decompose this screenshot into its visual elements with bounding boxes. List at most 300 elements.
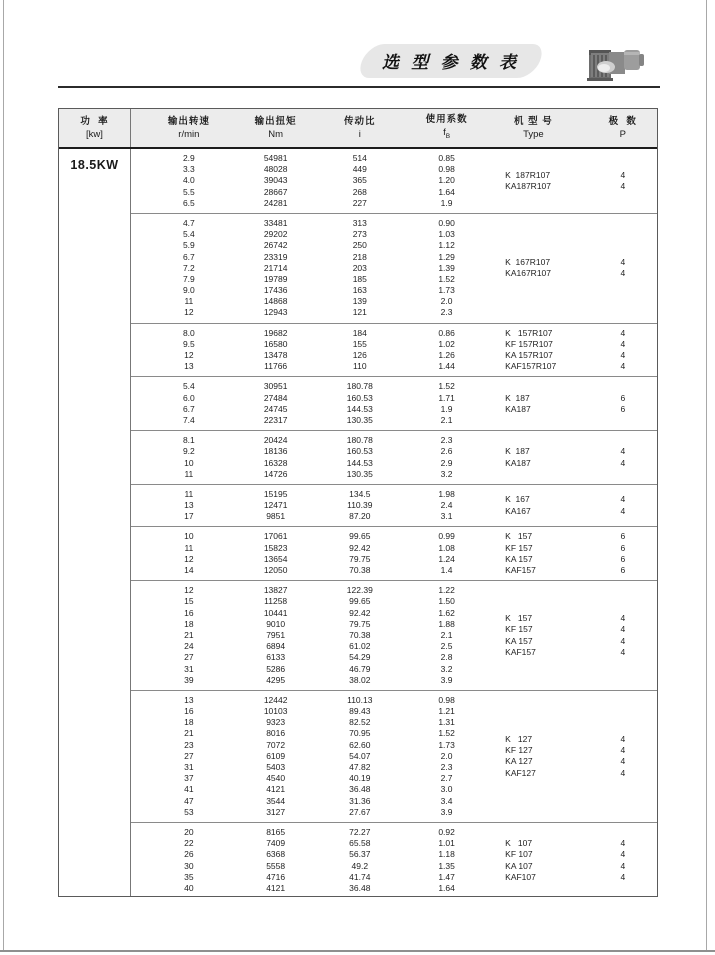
poles-value: 6	[620, 542, 626, 553]
poles-value: 4	[620, 505, 626, 516]
speed-value: 12	[184, 585, 194, 596]
table-group-9	[131, 690, 657, 822]
factor-value: 1.44	[438, 361, 455, 372]
factor-value: 1.52	[438, 728, 455, 739]
torque-value: 12471	[263, 500, 288, 511]
factor-value: 3.0	[440, 784, 453, 795]
poles-value: 6	[620, 565, 626, 575]
torque-value: 6368	[266, 849, 286, 860]
header-power-unit: [kw]	[86, 129, 103, 140]
factor-value: 1.29	[438, 251, 455, 262]
speed-value: 23	[184, 739, 194, 750]
factor-value: 2.3	[440, 307, 453, 318]
type-block	[478, 324, 657, 377]
ratio-value: 160.53	[346, 446, 373, 457]
type-row	[478, 613, 657, 624]
torque-value: 10441	[263, 607, 288, 618]
factor-value: 0.90	[438, 217, 455, 228]
ratio-value: 62.60	[349, 739, 371, 750]
model-type: KA 157	[505, 553, 533, 564]
factor-value: 2.8	[440, 652, 453, 663]
model-type: KAF157	[505, 646, 536, 657]
speed-value: 12	[184, 553, 194, 564]
factor-value: 3.2	[440, 663, 453, 674]
speed-value: 13	[184, 361, 194, 372]
torque-value: 3127	[266, 806, 286, 817]
torque-value: 22317	[263, 414, 288, 425]
type-row	[478, 339, 657, 350]
ratio-value: 250	[352, 240, 367, 251]
model-type: KAF107	[505, 871, 536, 882]
speed-value: 27	[184, 750, 194, 761]
model-type: KA 157R107	[505, 350, 553, 360]
type-row	[478, 393, 657, 404]
torque-value: 17061	[263, 531, 288, 542]
torque-value: 29202	[263, 229, 288, 240]
speed-value: 6.7	[182, 403, 195, 414]
speed-value: 37	[184, 773, 194, 784]
torque-value: 16580	[263, 338, 288, 349]
poles-value: 6	[620, 553, 626, 564]
model-type: K 127	[505, 734, 533, 745]
torque-value: 28667	[263, 186, 288, 197]
torque-value: 12050	[263, 565, 288, 575]
model-type: K 167	[505, 494, 530, 505]
type-block	[478, 214, 657, 323]
page-border-bottom	[0, 950, 715, 952]
ratio-value: 514	[352, 153, 367, 163]
factor-value: 2.9	[440, 457, 453, 468]
torque-value: 15195	[263, 488, 288, 499]
speed-value: 21	[184, 629, 194, 640]
torque-value: 48028	[263, 164, 288, 175]
torque-value: 27484	[263, 392, 288, 403]
poles-value: 4	[620, 169, 626, 180]
header-power	[59, 109, 131, 147]
speed-value: 11	[184, 542, 194, 553]
ratio-value: 79.75	[349, 553, 371, 564]
ratio-value: 134.5	[349, 488, 371, 499]
torque-value: 7409	[266, 838, 286, 849]
header-speed: 输出转速 r/min	[167, 116, 210, 140]
page-title: 选 型 参 数 表	[382, 53, 520, 72]
speed-value: 5.5	[182, 186, 195, 197]
ratio-value: 180.78	[346, 381, 373, 392]
factor-value: 2.7	[440, 773, 453, 784]
type-row	[478, 624, 657, 635]
torque-value: 24745	[263, 403, 288, 414]
torque-value: 6894	[266, 641, 286, 652]
torque-value: 16328	[263, 457, 288, 468]
torque-value: 19789	[263, 273, 288, 284]
torque-value: 8016	[266, 728, 286, 739]
type-row	[478, 494, 657, 505]
ratio-value: 227	[352, 197, 367, 208]
torque-value: 17436	[263, 285, 288, 296]
ratio-value: 49.2	[351, 860, 369, 871]
ratio-value: 47.82	[349, 762, 371, 772]
header-type: 机 型 号 Type	[513, 116, 553, 140]
model-type: K 187R107	[505, 169, 551, 180]
header-poles: 极 数 P	[608, 116, 637, 140]
speed-value: 13	[184, 500, 194, 511]
table-group-2	[131, 213, 657, 323]
type-block	[478, 149, 657, 213]
torque-value: 13827	[263, 585, 288, 596]
ratio-value: 54.29	[349, 652, 371, 663]
ratio-value: 160.53	[346, 392, 373, 403]
factor-value: 1.88	[438, 618, 455, 629]
factor-value: 3.9	[440, 806, 453, 817]
speed-value: 20	[184, 826, 194, 837]
speed-value: 10	[184, 531, 194, 542]
speed-value: 8.0	[182, 327, 195, 338]
torque-value: 5286	[266, 663, 286, 674]
type-row	[478, 872, 657, 883]
type-row	[478, 531, 657, 542]
header-service-factor: 使用系数 $f_B$	[425, 114, 468, 140]
torque-value: 4295	[266, 674, 286, 685]
speed-value: 7.2	[182, 262, 195, 273]
torque-value: 10103	[263, 706, 288, 717]
torque-value: 4716	[266, 871, 286, 882]
factor-value: 1.64	[438, 882, 455, 893]
model-type: KAF157	[505, 565, 536, 575]
factor-value: 0.92	[438, 826, 455, 837]
factor-value: 2.4	[440, 500, 453, 511]
type-row	[478, 446, 657, 457]
factor-value: 3.2	[440, 468, 453, 479]
torque-value: 24281	[263, 197, 288, 208]
table-group-7	[131, 526, 657, 580]
model-type: K 187	[505, 446, 530, 457]
type-row	[478, 268, 657, 279]
speed-value: 4.0	[182, 175, 195, 186]
speed-value: 7.4	[182, 414, 195, 425]
poles-value: 6	[620, 403, 626, 414]
torque-value: 9323	[266, 717, 286, 728]
torque-value: 14868	[263, 296, 288, 307]
torque-value: 11258	[264, 596, 288, 607]
factor-value: 0.98	[438, 164, 455, 175]
torque-value: 9010	[266, 618, 286, 629]
ratio-value: 31.36	[349, 795, 371, 806]
factor-value: 1.20	[438, 175, 455, 186]
type-row	[478, 404, 657, 415]
poles-value: 4	[620, 350, 626, 360]
ratio-value: 365	[352, 175, 367, 186]
torque-value: 4540	[266, 773, 286, 784]
power-value: 18.5KW	[70, 158, 119, 172]
ratio-value: 313	[352, 217, 367, 228]
poles-value: 6	[620, 392, 626, 403]
poles-value: 4	[620, 756, 626, 767]
type-row	[478, 861, 657, 872]
factor-value: 0.98	[438, 694, 455, 705]
model-type: KA 127	[505, 756, 533, 767]
speed-value: 10	[184, 457, 194, 468]
speed-value: 2.9	[182, 153, 195, 163]
type-row	[478, 543, 657, 554]
page-border-left	[3, 0, 4, 951]
ratio-value: 155	[352, 338, 367, 349]
speed-value: 3.3	[182, 164, 195, 175]
speed-value: 18	[184, 717, 194, 728]
factor-value: 2.3	[440, 435, 453, 446]
model-type: KA167	[505, 505, 531, 516]
type-block	[478, 431, 657, 484]
model-type: KA 157	[505, 635, 533, 646]
torque-value: 54981	[263, 153, 288, 163]
poles-value: 4	[620, 734, 626, 745]
model-type: KAF157R107	[505, 361, 557, 372]
ratio-value: 46.79	[349, 663, 371, 674]
torque-value: 23319	[263, 251, 288, 262]
table-group-4	[131, 376, 657, 430]
speed-value: 4.7	[182, 217, 195, 228]
factor-value: 1.98	[438, 488, 455, 499]
torque-value: 13478	[263, 350, 288, 360]
poles-value: 4	[620, 871, 626, 882]
poles-value: 4	[620, 338, 626, 349]
factor-value: 1.02	[438, 338, 455, 349]
ratio-value: 218	[352, 251, 367, 262]
table-group-1	[131, 149, 657, 213]
type-row	[478, 506, 657, 517]
poles-value: 4	[620, 767, 626, 778]
factor-value: 1.4	[440, 565, 453, 575]
page-border-right	[706, 0, 707, 951]
ratio-value: 163	[352, 285, 367, 296]
factor-value: 3.4	[440, 795, 453, 806]
model-type: K 157	[505, 613, 533, 624]
header-ratio: 传动比 i	[344, 116, 376, 140]
speed-value: 9.0	[182, 285, 195, 296]
ratio-value: 89.43	[349, 706, 371, 717]
ratio-value: 87.20	[349, 511, 371, 522]
table-group-8	[131, 580, 657, 690]
poles-value: 4	[620, 361, 626, 372]
ratio-value: 203	[352, 262, 367, 273]
speed-value: 12	[184, 350, 194, 360]
ratio-value: 70.38	[349, 565, 371, 575]
factor-value: 2.1	[440, 629, 453, 640]
table-group-3	[131, 323, 657, 377]
power-column	[59, 149, 131, 896]
factor-value: 1.03	[438, 229, 455, 240]
factor-value: 1.01	[438, 838, 455, 849]
ratio-value: 130.35	[346, 468, 373, 479]
speed-value: 40	[184, 882, 194, 893]
speed-value: 41	[184, 784, 194, 795]
speed-value: 31	[184, 663, 194, 674]
type-row	[478, 838, 657, 849]
poles-value: 4	[620, 268, 626, 279]
model-type: KAF127	[505, 767, 536, 778]
speed-value: 15	[184, 596, 194, 607]
ratio-value: 449	[352, 164, 367, 175]
type-row	[478, 350, 657, 361]
speed-value: 6.0	[182, 392, 195, 403]
ratio-value: 144.53	[346, 403, 373, 414]
table-group-5	[131, 430, 657, 484]
torque-value: 4121	[266, 784, 286, 795]
speed-value: 26	[184, 849, 194, 860]
speed-value: 6.5	[182, 197, 195, 208]
ratio-value: 40.19	[349, 773, 371, 784]
type-row	[478, 734, 657, 745]
model-type: KA167R107	[505, 268, 551, 279]
ratio-value: 41.74	[349, 871, 371, 882]
factor-value: 0.85	[438, 153, 455, 163]
factor-value: 1.31	[438, 717, 455, 728]
ratio-value: 92.42	[349, 607, 371, 618]
torque-value: 7951	[266, 629, 286, 640]
type-row	[478, 849, 657, 860]
ratio-value: 36.48	[349, 882, 371, 893]
ratio-value: 38.02	[349, 674, 371, 685]
poles-value: 4	[620, 180, 626, 191]
factor-value: 1.71	[438, 392, 455, 403]
ratio-value: 130.35	[346, 414, 373, 425]
type-row	[478, 458, 657, 469]
poles-value: 4	[620, 257, 626, 268]
table-groups	[131, 149, 657, 896]
torque-value: 14726	[263, 468, 288, 479]
factor-value: 2.0	[440, 296, 453, 307]
ratio-value: 27.67	[349, 806, 371, 817]
table-header	[59, 109, 657, 149]
type-row	[478, 328, 657, 339]
ratio-value: 110.13	[347, 694, 373, 705]
ratio-value: 36.48	[349, 784, 371, 795]
model-type: KF 157R107	[505, 338, 553, 349]
speed-value: 9.2	[182, 446, 195, 457]
poles-value: 4	[620, 457, 626, 468]
torque-value: 30951	[263, 381, 288, 392]
factor-value: 3.9	[440, 674, 453, 685]
torque-value: 12943	[263, 307, 288, 318]
factor-value: 2.5	[440, 641, 453, 652]
factor-value: 1.73	[438, 739, 455, 750]
speed-value: 31	[184, 762, 194, 772]
factor-value: 3.1	[440, 511, 453, 522]
speed-value: 39	[184, 674, 194, 685]
model-type: K 107	[505, 838, 533, 849]
speed-value: 47	[184, 795, 194, 806]
speed-value: 14	[184, 565, 194, 575]
ratio-value: 110.39	[347, 500, 373, 511]
ratio-value: 139	[352, 296, 367, 307]
factor-value: 1.50	[438, 596, 455, 607]
type-row	[478, 170, 657, 181]
ratio-value: 61.02	[349, 641, 371, 652]
speed-value: 11	[184, 488, 194, 499]
speed-value: 6.7	[182, 251, 195, 262]
ratio-value: 65.58	[349, 838, 371, 849]
model-type: KA187R107	[505, 180, 551, 191]
speed-value: 18	[184, 618, 194, 629]
factor-value: 1.52	[438, 381, 455, 392]
type-block	[478, 485, 657, 527]
ratio-value: 54.07	[349, 750, 371, 761]
ratio-value: 79.75	[349, 618, 371, 629]
speed-value: 27	[184, 652, 194, 663]
table-group-6	[131, 484, 657, 527]
speed-value: 12	[184, 307, 194, 318]
torque-value: 26742	[263, 240, 288, 251]
type-block	[478, 527, 657, 580]
type-row	[478, 361, 657, 372]
torque-value: 18136	[263, 446, 288, 457]
factor-value: 1.08	[438, 542, 455, 553]
poles-value: 6	[620, 531, 626, 542]
factor-value: 2.3	[440, 762, 453, 772]
ratio-value: 99.65	[349, 531, 371, 542]
torque-value: 3544	[266, 795, 286, 806]
poles-value: 4	[620, 745, 626, 756]
poles-value: 4	[620, 838, 626, 849]
model-type: KA187	[505, 403, 531, 414]
selection-parameter-table	[58, 108, 658, 897]
header-divider-rule	[58, 86, 660, 88]
factor-value: 1.64	[438, 186, 455, 197]
factor-value: 1.9	[440, 197, 453, 208]
ratio-value: 184	[352, 327, 367, 338]
type-row	[478, 257, 657, 268]
header-data-columns	[131, 109, 657, 147]
factor-value: 1.73	[438, 285, 455, 296]
type-block	[478, 581, 657, 690]
type-block	[478, 377, 657, 430]
type-block	[478, 691, 657, 822]
poles-value: 4	[620, 860, 626, 871]
ratio-value: 180.78	[346, 435, 373, 446]
factor-value: 1.9	[440, 403, 453, 414]
speed-value: 5.4	[182, 381, 195, 392]
torque-value: 6109	[266, 750, 286, 761]
ratio-value: 92.42	[349, 542, 371, 553]
factor-value: 2.1	[440, 414, 453, 425]
torque-value: 33481	[263, 217, 288, 228]
header-torque: 输出扭矩 Nm	[254, 116, 297, 140]
torque-value: 15823	[263, 542, 288, 553]
speed-value: 53	[184, 806, 194, 817]
poles-value: 4	[620, 446, 626, 457]
model-type: KF 107	[505, 849, 533, 860]
model-type: K 157	[505, 531, 533, 542]
speed-value: 16	[184, 607, 194, 618]
ratio-value: 121	[352, 307, 367, 318]
speed-value: 16	[184, 706, 194, 717]
speed-value: 30	[184, 860, 194, 871]
speed-value: 22	[184, 838, 194, 849]
poles-value: 4	[620, 635, 626, 646]
speed-value: 24	[184, 641, 194, 652]
torque-value: 19682	[263, 327, 288, 338]
factor-value: 1.12	[438, 240, 455, 251]
speed-value: 13	[184, 694, 194, 705]
speed-value: 17	[184, 511, 194, 522]
factor-value: 0.99	[438, 531, 455, 542]
speed-value: 11	[184, 296, 194, 307]
ratio-value: 185	[352, 273, 367, 284]
type-row	[478, 636, 657, 647]
ratio-value: 72.27	[349, 826, 371, 837]
model-type: KF 157	[505, 542, 533, 553]
speed-value: 5.9	[182, 240, 195, 251]
model-type: KA 107	[505, 860, 533, 871]
